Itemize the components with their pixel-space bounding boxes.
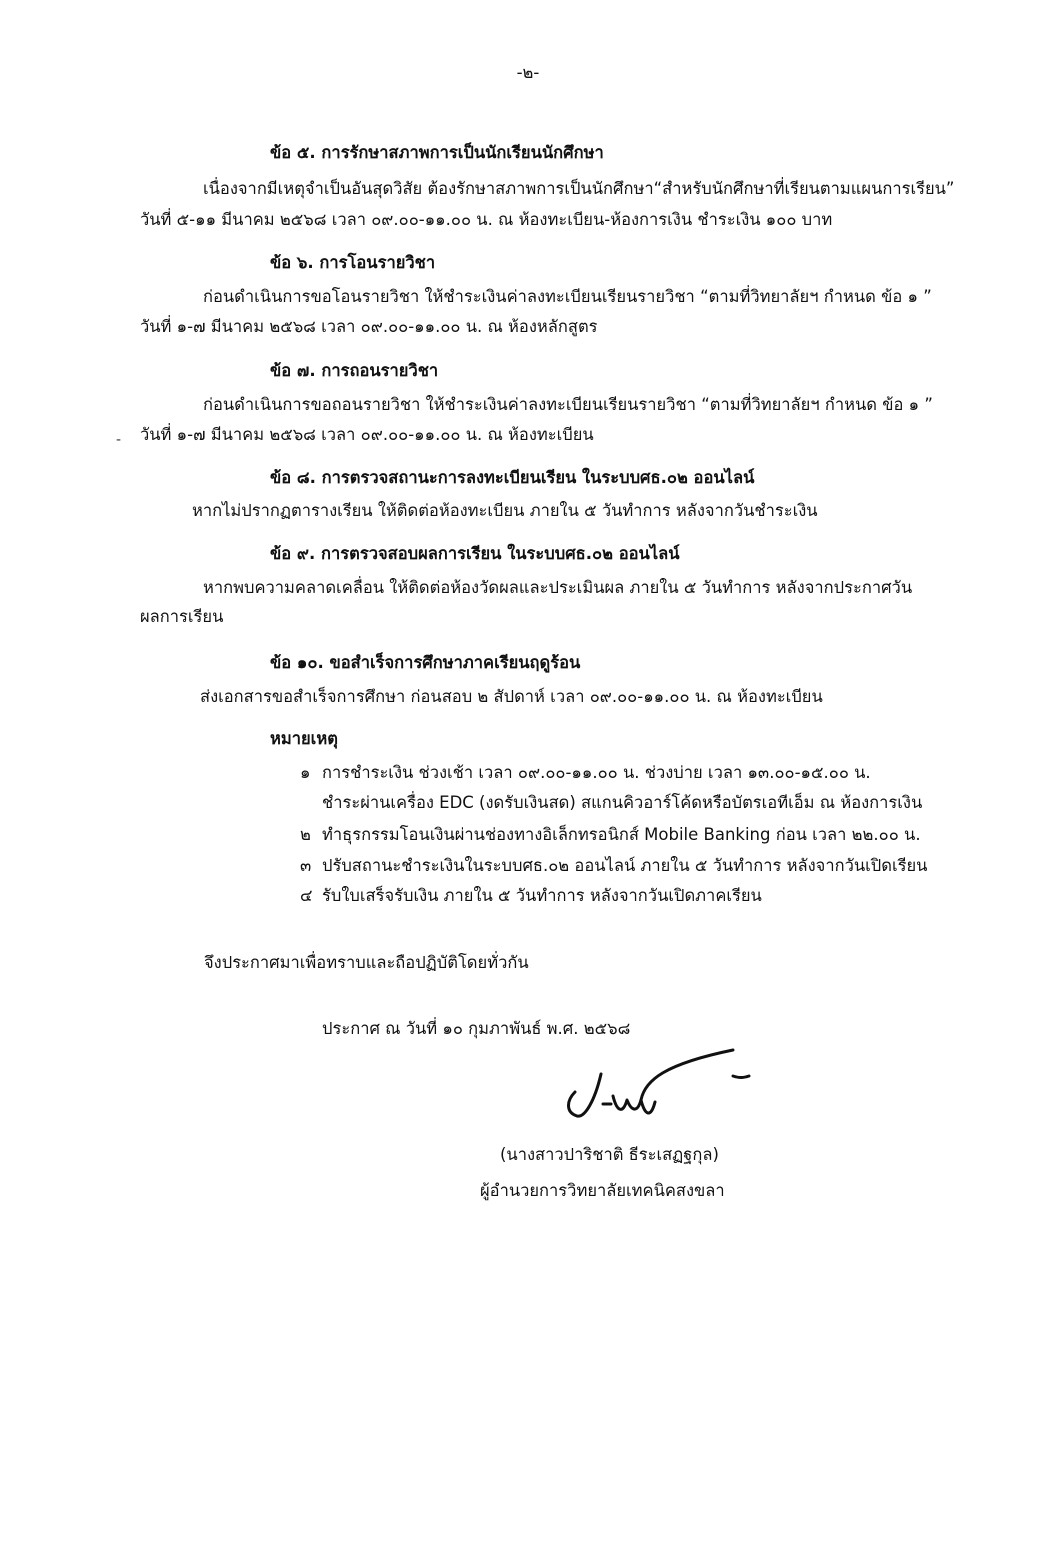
margin-mark: - <box>116 432 122 448</box>
section-10-line-1: ส่งเอกสารขอสำเร็จการศึกษา ก่อนสอบ ๒ สัปดาห์ เวลา ๐๙.๐๐-๑๑.๐๐ น. ณ ห้องทะเบียน <box>200 687 823 706</box>
section-8-line-1: หากไม่ปรากฏตารางเรียน ให้ติดต่อห้องทะเบียน ภายใน ๕ วันทำการ หลังจากวันชำระเงิน <box>192 501 818 520</box>
signer-name: (นางสาวปาริชาติ ธีระเสฏฐกุล) <box>500 1145 719 1164</box>
section-7-line-2: วันที่ ๑-๗ มีนาคม ๒๕๖๘ เวลา ๐๙.๐๐-๑๑.๐๐ น. ณ ห้องทะเบียน <box>140 425 594 444</box>
section-7-heading: ข้อ ๗. การถอนรายวิชา <box>270 361 439 380</box>
note-4-line-1: รับใบเสร็จรับเงิน ภายใน ๕ วันทำการ หลังจากวันเปิดภาคเรียน <box>322 886 762 905</box>
section-5-heading: ข้อ ๕. การรักษาสภาพการเป็นนักเรียนนักศึกษา <box>270 143 604 162</box>
announcement-date: ประกาศ ณ วันที่ ๑๐ กุมภาพันธ์ พ.ศ. ๒๕๖๘ <box>322 1019 631 1038</box>
note-2-number: ๒ <box>300 825 311 844</box>
note-4-number: ๔ <box>300 886 313 905</box>
signer-title: ผู้อำนวยการวิทยาลัยเทคนิคสงขลา <box>480 1181 725 1200</box>
note-3-number: ๓ <box>300 856 312 875</box>
notes-heading: หมายเหตุ <box>270 729 338 748</box>
director-signature <box>555 1040 760 1130</box>
note-2-line-1: ทำธุรกรรมโอนเงินผ่านช่องทางอิเล็กทรอนิกส์ Mobile Banking ก่อน เวลา ๒๒.๐๐ น. <box>322 825 921 844</box>
page-number: -๒- <box>516 63 540 82</box>
note-1-line-2: ชำระผ่านเครื่อง EDC (งดรับเงินสด) สแกนคิวอาร์โค้ดหรือบัตรเอทีเอ็ม ณ ห้องการเงิน <box>322 793 923 812</box>
section-10-heading: ข้อ ๑๐. ขอสำเร็จการศึกษาภาคเรียนฤดูร้อน <box>270 653 581 672</box>
section-6-line-2: วันที่ ๑-๗ มีนาคม ๒๕๖๘ เวลา ๐๙.๐๐-๑๑.๐๐ น. ณ ห้องหลักสูตร <box>140 317 598 336</box>
section-9-line-2: ผลการเรียน <box>140 607 224 626</box>
section-7-line-1: ก่อนดำเนินการขอถอนรายวิชา ให้ชำระเงินค่าลงทะเบียนเรียนรายวิชา “ตามที่วิทยาลัยฯ กำหนด ข้อ ๑ ” <box>203 395 933 414</box>
section-5-line-1: เนื่องจากมีเหตุจำเป็นอันสุดวิสัย ต้องรักษาสภาพการเป็นนักศึกษา“สำหรับนักศึกษาที่เรียนตามแผนการเรียน” <box>203 179 955 198</box>
section-6-heading: ข้อ ๖. การโอนรายวิชา <box>270 253 436 272</box>
note-1-number: ๑ <box>300 763 311 782</box>
closing-statement: จึงประกาศมาเพื่อทราบและถือปฏิบัติโดยทั่วกัน <box>204 953 529 972</box>
section-8-heading: ข้อ ๘. การตรวจสถานะการลงทะเบียนเรียน ในระบบศธ.๐๒ ออนไลน์ <box>270 468 755 487</box>
section-6-line-1: ก่อนดำเนินการขอโอนรายวิชา ให้ชำระเงินค่าลงทะเบียนเรียนรายวิชา “ตามที่วิทยาลัยฯ กำหนด ข้อ ๑ ” <box>203 287 932 306</box>
section-5-line-2: วันที่ ๕-๑๑ มีนาคม ๒๕๖๘ เวลา ๐๙.๐๐-๑๑.๐๐ น. ณ ห้องทะเบียน-ห้องการเงิน ชำระเงิน ๑๐๐ บาท <box>140 210 833 229</box>
section-9-line-1: หากพบความคลาดเคลื่อน ให้ติดต่อห้องวัดผลและประเมินผล ภายใน ๕ วันทำการ หลังจากประกาศวัน <box>203 578 913 597</box>
note-3-line-1: ปรับสถานะชำระเงินในระบบศธ.๐๒ ออนไลน์ ภายใน ๕ วันทำการ หลังจากวันเปิดเรียน <box>322 856 928 875</box>
section-9-heading: ข้อ ๙. การตรวจสอบผลการเรียน ในระบบศธ.๐๒ ออนไลน์ <box>270 544 680 563</box>
note-1-line-1: การชำระเงิน ช่วงเช้า เวลา ๐๙.๐๐-๑๑.๐๐ น. ช่วงบ่าย เวลา ๑๓.๐๐-๑๕.๐๐ น. <box>322 763 871 782</box>
